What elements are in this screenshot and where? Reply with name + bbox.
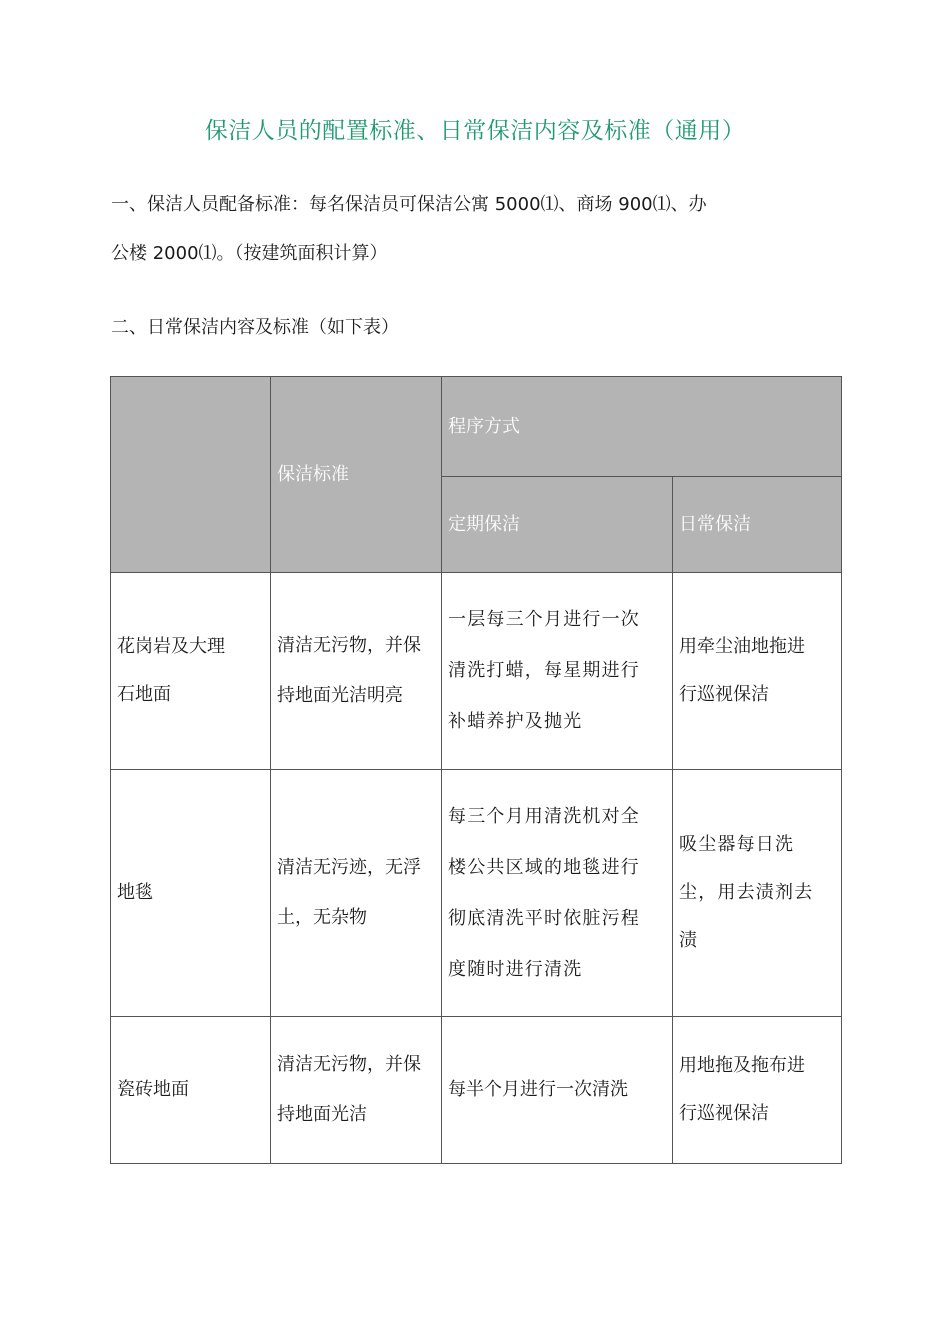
- row-standard-text: 清洁无污迹，无浮: [277, 857, 421, 878]
- document-title: 保洁人员的配置标准、日常保洁内容及标准（通用）: [204, 118, 746, 144]
- row-daily-text: 吸尘器每日洗: [679, 834, 795, 855]
- row-standard-text: 持地面光洁明亮: [277, 685, 403, 706]
- row-daily-text: 行巡视保洁: [679, 1103, 769, 1124]
- row-periodic-text: 度随时进行清洗: [448, 958, 583, 980]
- row-item-cell: [111, 1017, 271, 1164]
- row-item-text: 地毯: [117, 882, 153, 903]
- row-item-text: 花岗岩及大理: [117, 636, 225, 657]
- row-periodic-cell: [442, 1017, 673, 1164]
- row-daily-text: 尘，用去渍剂去: [679, 882, 814, 903]
- staffing-standard-line-1: 一、保洁人员配备标准：每名保洁员可保洁公寓 5000⑴、商场 900⑴、办: [111, 194, 707, 215]
- row-daily-cell: [673, 770, 842, 1017]
- row-periodic-text: 清洗打蜡，每星期进行: [448, 660, 640, 681]
- row-periodic-text: 楼公共区域的地毯进行: [448, 856, 640, 878]
- section-2-heading: 二、日常保洁内容及标准（如下表）: [111, 317, 399, 338]
- row-standard-text: 土，无杂物: [277, 907, 367, 928]
- row-standard-text: 持地面光洁: [277, 1104, 367, 1125]
- header-periodic-cleaning: 定期保洁: [442, 477, 673, 573]
- row-daily-text: 渍: [679, 930, 699, 951]
- row-daily-text: 用地拖及拖布进: [679, 1055, 805, 1076]
- row-daily-cell: [673, 1017, 842, 1164]
- row-standard-cell: [271, 573, 442, 770]
- table-header-row-1: [111, 377, 842, 477]
- row-daily-cell: [673, 573, 842, 770]
- row-item-cell: [111, 573, 271, 770]
- row-periodic-text: 补蜡养护及抛光: [448, 711, 583, 732]
- row-standard-cell: [271, 770, 442, 1017]
- header-procedure: 程序方式: [442, 377, 842, 477]
- cleaning-standards-table: [110, 376, 842, 1164]
- staffing-standard-line-2: 公楼 2000⑴。（按建筑面积计算）: [111, 243, 388, 264]
- table-row: [111, 770, 842, 1017]
- row-item-text: 瓷砖地面: [117, 1079, 189, 1100]
- row-periodic-text: 一层每三个月进行一次: [448, 609, 640, 630]
- row-standard-text: 清洁无污物，并保: [277, 1054, 421, 1075]
- row-periodic-text: 每三个月用清洗机对全: [448, 805, 640, 827]
- row-periodic-text: 彻底清洗平时依脏污程: [448, 907, 640, 929]
- row-item-text: 石地面: [117, 684, 171, 705]
- row-daily-text: 行巡视保洁: [679, 684, 769, 705]
- row-daily-text: 用牵尘油地拖进: [679, 636, 805, 657]
- header-daily-cleaning: 日常保洁: [673, 477, 842, 573]
- row-item-cell: [111, 770, 271, 1017]
- header-blank-cell: [111, 377, 271, 573]
- table-row: [111, 1017, 842, 1164]
- table-row: [111, 573, 842, 770]
- row-standard-text: 清洁无污物，并保: [277, 635, 421, 656]
- header-standard: 保洁标准: [271, 377, 442, 573]
- row-periodic-cell: [442, 573, 673, 770]
- row-periodic-text: 每半个月进行一次清洗: [448, 1079, 628, 1100]
- row-standard-cell: [271, 1017, 442, 1164]
- row-periodic-cell: [442, 770, 673, 1017]
